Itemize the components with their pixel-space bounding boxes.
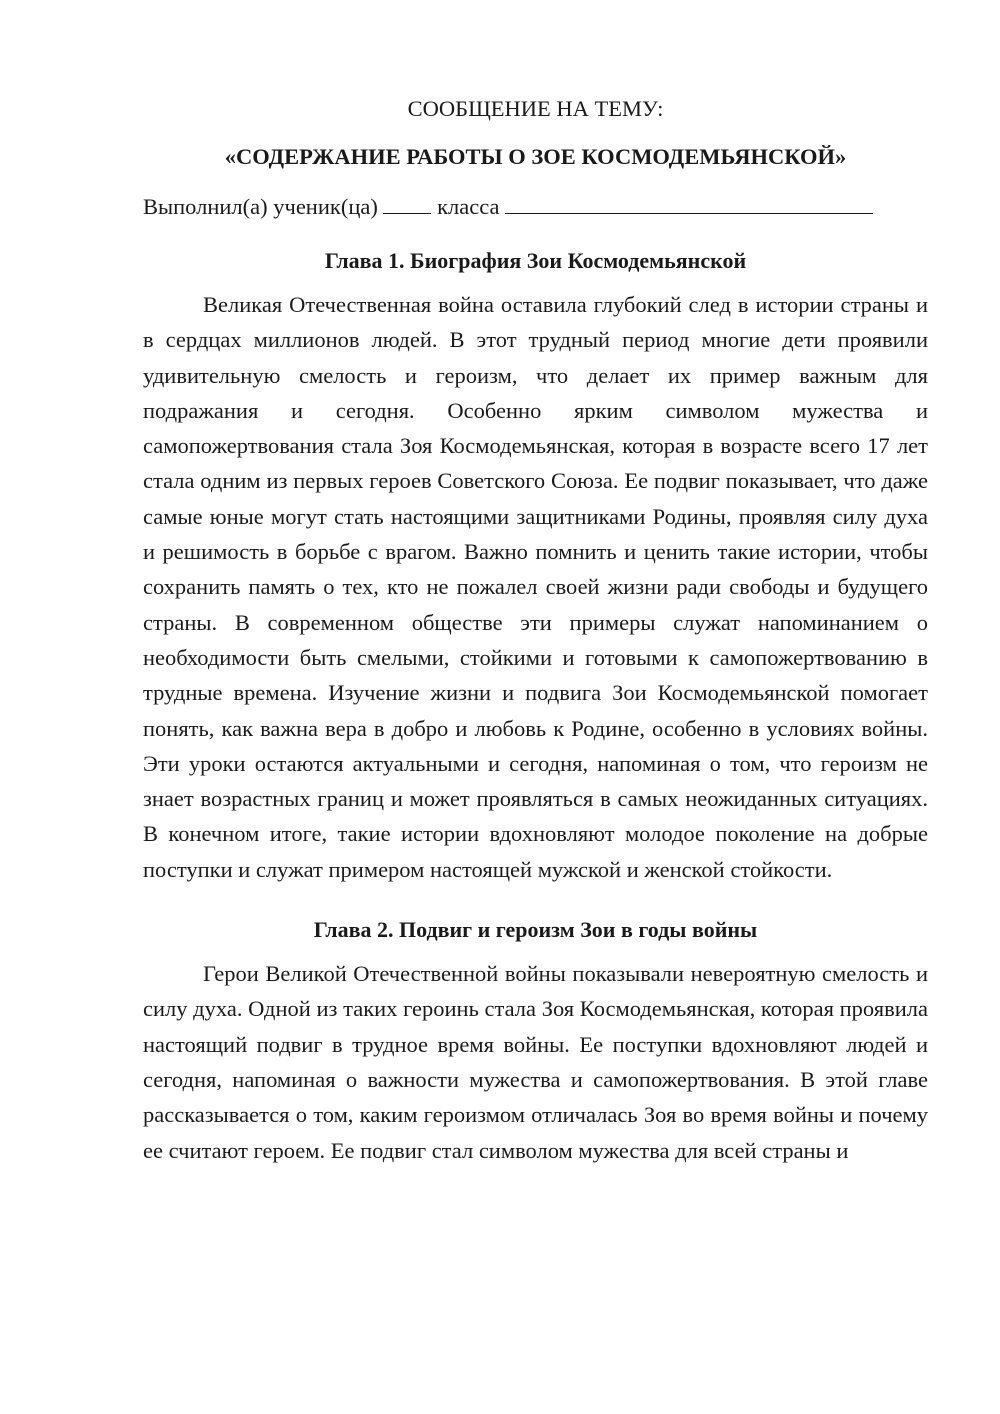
chapter2-paragraph: Герои Великой Отечественной войны показывали невероятную смелость и силу духа. Одной из таких героинь стала Зоя Космодемьянская, которая проявила настоящий подвиг в трудное время войны. Ее поступки вдохновляют людей и сегодня, напоминая о важности мужества и самопожертвования. В этой главе рассказывается о том, каким героизмом отличалась Зоя во время войны и почему ее считают героем. Ее подвиг стал символом мужества для всей страны и — [143, 961, 928, 1163]
name-blank — [505, 191, 873, 214]
author-class-label: класса — [437, 194, 500, 219]
chapter2-title: Глава 2. Подвиг и героизм Зои в годы войны — [313, 917, 758, 943]
author-prefix: Выполнил(а) ученик(ца) — [143, 194, 378, 219]
chapter1-title: Глава 1. Биография Зои Космодемьянской — [324, 248, 747, 273]
document-page — [143, 92, 928, 1168]
author-line — [143, 190, 928, 224]
grade-blank — [383, 191, 431, 214]
chapter1-paragraph: Великая Отечественная война оставила глубокий след в истории страны и в сердцах миллионов людей. В этот трудный период многие дети проявили удивительную смелость и героизм, что делает их пример важным для подражания и сегодня. Особенно ярким символом мужества и самопожертвования стала Зоя Космодемьянская, которая в возрасте всего 17 лет стала одним из первых героев Советского Союза. Ее подвиг показывает, что даже самые юные могут стать настоящими защитниками Родины, проявляя силу духа и решимость в борьбе с врагом. Важно помнить и ценить такие истории, чтобы сохранить память о тех, кто не пожалел своей жизни ради свободы и будущего страны. В современном обществе эти примеры служат напоминанием о необходимости быть смелыми, стойкими и готовыми к самопожертвованию в трудные времена. Изучение жизни и подвига Зои Космодемьянской помогает понять, как важна вера в добро и любовь к Родине, особенно в условиях войны. Эти уроки остаются актуальными и сегодня, напоминая о том, что героизм не знает возрастных границ и может проявляться в самых неожиданных ситуациях. В конечном итоге, такие истории вдохновляют молодое поколение на добрые поступки и служат примером настоящей мужской и женской стойкости. — [143, 292, 928, 882]
document-heading-line: СООБЩЕНИЕ НА ТЕМУ: — [407, 96, 664, 121]
document-title: «СОДЕРЖАНИЕ РАБОТЫ О ЗОЕ КОСМОДЕМЬЯНСКОЙ» — [224, 144, 847, 169]
